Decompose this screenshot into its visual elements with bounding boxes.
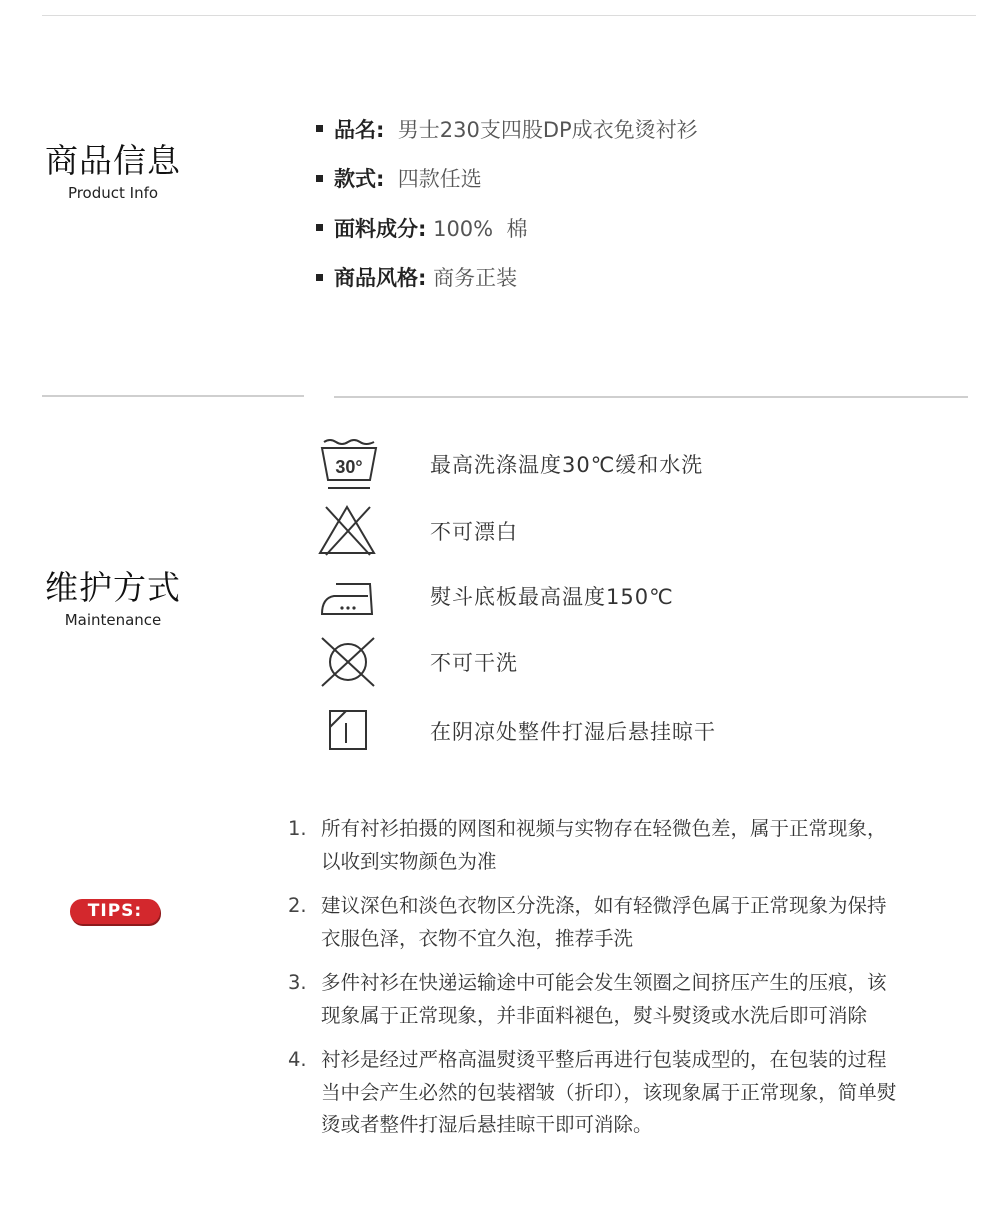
tip-item [288, 967, 898, 1032]
no-bleach-icon [318, 503, 380, 559]
tip-item [288, 1044, 898, 1142]
product-info-list [316, 104, 698, 302]
tips-list [288, 813, 898, 1154]
product-info-title-en: Product Info [67, 184, 159, 202]
no-dry-clean-icon [318, 634, 380, 690]
maintenance-title [0, 568, 226, 630]
tip-number: 4. [288, 1048, 307, 1071]
bullet-icon [316, 125, 323, 132]
tip-text: 衬衫是经过严格高温熨烫平整后再进行包装成型的，在包装的过程当中会产生必然的包装褶皱（折印），该现象属于正常现象，简单熨烫或者整件打湿后悬挂晾干即可消除。 [321, 1048, 897, 1136]
info-value: 商务正装 [426, 266, 518, 291]
care-text: 不可干洗 [430, 651, 518, 675]
tip-text: 建议深色和淡色衣物区分洗涤，如有轻微浮色属于正常现象为保持衣服色泽，衣物不宜久泡，推荐手洗 [321, 894, 887, 950]
bullet-icon [316, 175, 323, 182]
tip-number: 2. [288, 894, 307, 917]
section-divider-right [334, 396, 968, 398]
top-divider [42, 15, 976, 16]
tips-badge: TIPS: [70, 899, 160, 924]
info-item-style-type [316, 253, 698, 303]
care-item-iron [318, 568, 918, 624]
bullet-icon [316, 224, 323, 231]
care-item-bleach [318, 503, 918, 559]
wash-30-icon [318, 436, 380, 492]
wash-temp-label: 30° [335, 457, 363, 477]
info-label: 品名: [334, 117, 385, 142]
tip-item [288, 813, 898, 878]
care-text: 熨斗底板最高温度150℃ [430, 585, 674, 609]
care-text: 在阴凉处整件打湿后悬挂晾干 [430, 720, 716, 744]
care-item-dry-clean [318, 634, 918, 690]
care-text: 最高洗涤温度30℃缓和水洗 [430, 453, 704, 477]
iron-icon [318, 568, 380, 624]
info-label: 款式: [334, 167, 385, 192]
info-item-style [316, 154, 698, 204]
tip-number: 3. [288, 971, 307, 994]
maintenance-title-en: Maintenance [64, 611, 162, 629]
info-value: 100% 棉 [426, 216, 528, 241]
care-item-wash [318, 436, 918, 492]
hang-dry-shade-icon [318, 703, 380, 759]
section-divider-left [42, 395, 304, 397]
bullet-icon [316, 274, 323, 281]
product-info-title-zh: 商品信息 [45, 141, 181, 180]
info-label: 面料成分: [334, 216, 427, 241]
tip-text: 多件衬衫在快递运输途中可能会发生领圈之间挤压产生的压痕，该现象属于正常现象，并非面料褪色，熨斗熨烫或水洗后即可消除 [321, 971, 887, 1027]
care-item-hang-dry [318, 703, 918, 759]
info-item-fabric [316, 203, 698, 253]
maintenance-title-zh: 维护方式 [45, 568, 181, 607]
tip-item [288, 890, 898, 955]
info-item-name [316, 104, 698, 154]
info-label: 商品风格: [334, 266, 427, 291]
info-value: 男士230支四股DP成衣免烫衬衫 [384, 117, 698, 142]
tip-number: 1. [288, 817, 307, 840]
tip-text: 所有衬衫拍摄的网图和视频与实物存在轻微色差，属于正常现象，以收到实物颜色为准 [321, 817, 887, 873]
care-text: 不可漂白 [430, 520, 518, 544]
product-info-title [0, 141, 226, 203]
info-value: 四款任选 [384, 167, 482, 192]
